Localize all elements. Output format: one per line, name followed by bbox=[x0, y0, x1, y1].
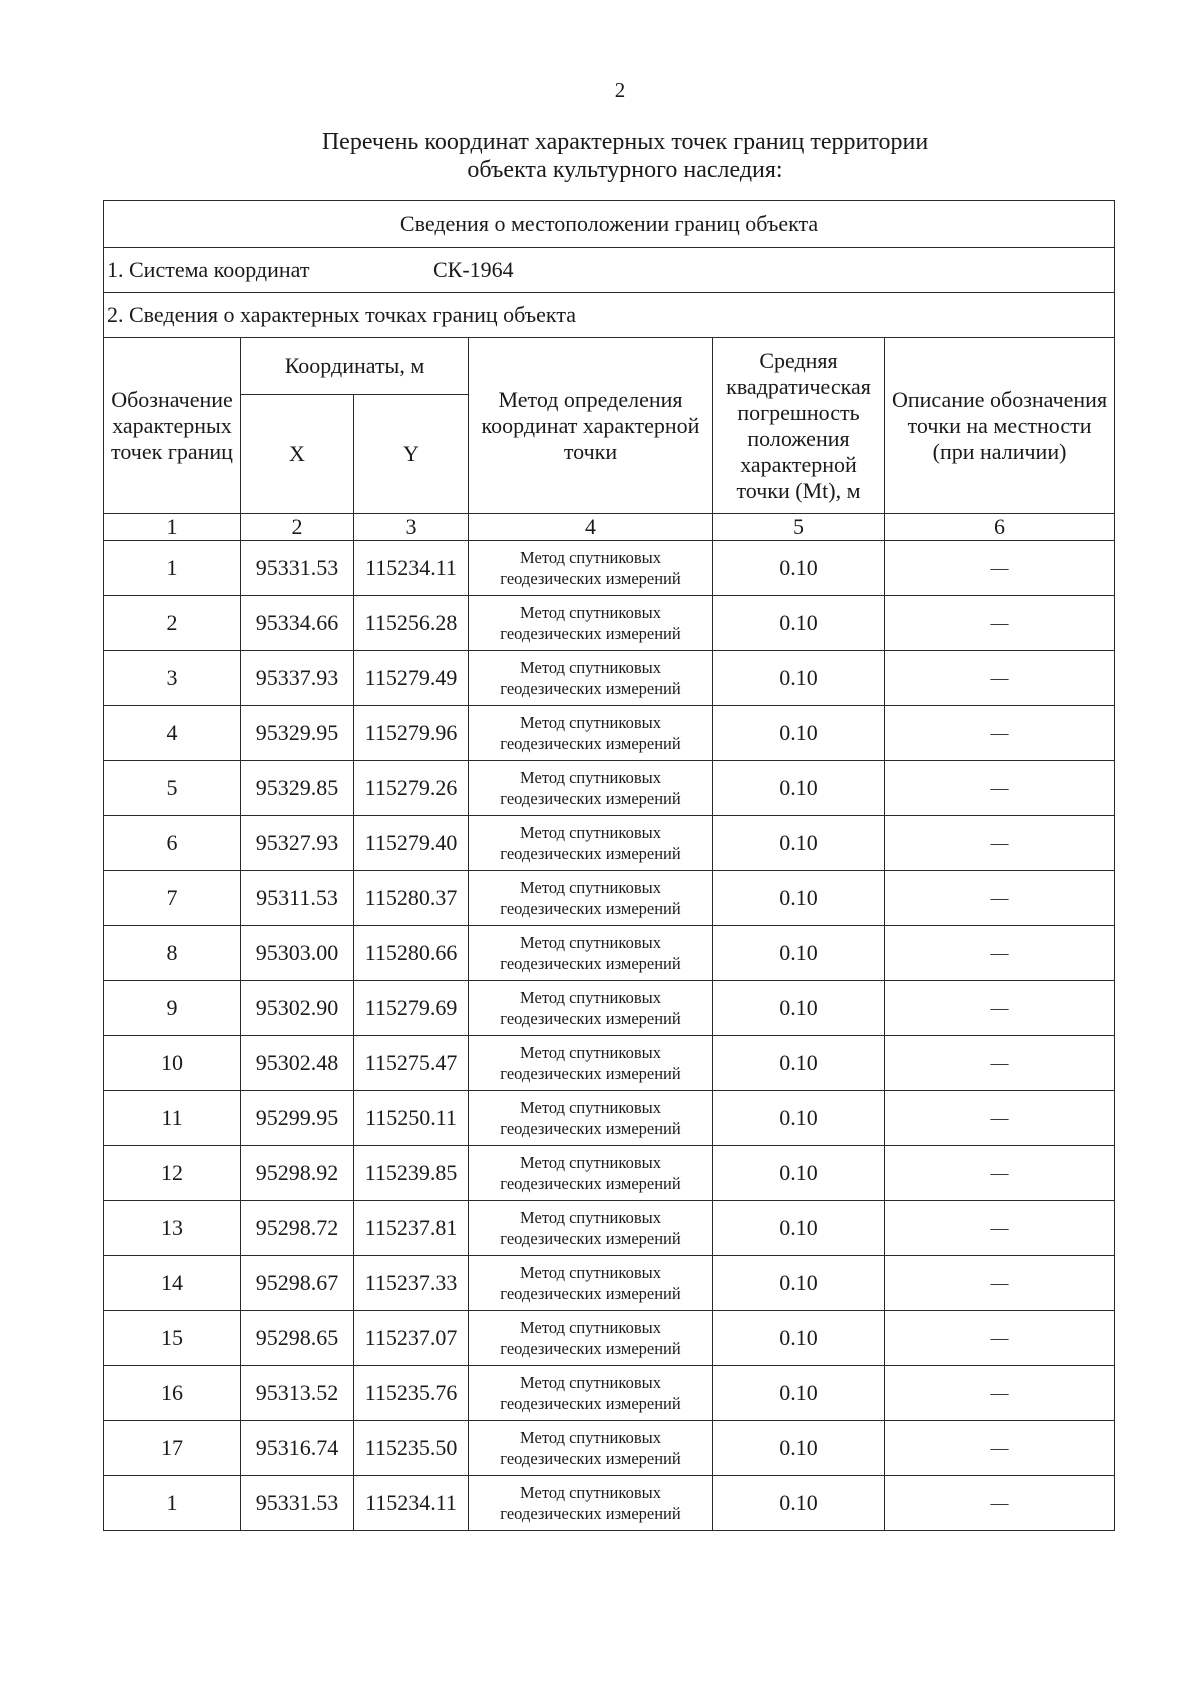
description-cell: — bbox=[885, 926, 1115, 981]
table-row bbox=[104, 1201, 1115, 1256]
y-coordinate-cell: 115235.50 bbox=[354, 1421, 469, 1476]
description-cell: — bbox=[885, 816, 1115, 871]
header-y: Y bbox=[354, 395, 469, 514]
y-coordinate-cell: 115237.07 bbox=[354, 1311, 469, 1366]
x-coordinate-cell: 95303.00 bbox=[241, 926, 354, 981]
table-row bbox=[104, 651, 1115, 706]
table-row bbox=[104, 1256, 1115, 1311]
y-coordinate-cell: 115279.49 bbox=[354, 651, 469, 706]
point-cell: 6 bbox=[104, 816, 241, 871]
method-cell: Метод спутниковых геодезических измерений bbox=[469, 1366, 713, 1421]
error-cell: 0.10 bbox=[713, 1201, 885, 1256]
error-cell: 0.10 bbox=[713, 1146, 885, 1201]
x-coordinate-cell: 95331.53 bbox=[241, 541, 354, 596]
description-cell: — bbox=[885, 651, 1115, 706]
description-cell: — bbox=[885, 761, 1115, 816]
y-coordinate-cell: 115237.81 bbox=[354, 1201, 469, 1256]
header-designation: Обозначение характерных точек границ bbox=[104, 338, 241, 514]
error-cell: 0.10 bbox=[713, 651, 885, 706]
point-cell: 3 bbox=[104, 651, 241, 706]
x-coordinate-cell: 95298.65 bbox=[241, 1311, 354, 1366]
description-cell: — bbox=[885, 1146, 1115, 1201]
column-number: 2 bbox=[241, 514, 354, 541]
error-cell: 0.10 bbox=[713, 816, 885, 871]
document-title bbox=[0, 128, 1200, 184]
error-cell: 0.10 bbox=[713, 761, 885, 816]
table-row bbox=[104, 1036, 1115, 1091]
y-coordinate-cell: 115250.11 bbox=[354, 1091, 469, 1146]
header-method: Метод определения координат характерной точки bbox=[469, 338, 713, 514]
title-line-1: Перечень координат характерных точек границ территории bbox=[321, 129, 929, 155]
method-cell: Метод спутниковых геодезических измерений bbox=[469, 871, 713, 926]
description-cell: — bbox=[885, 1201, 1115, 1256]
coordinate-system-label: 1. Система координат bbox=[107, 257, 310, 282]
point-cell: 4 bbox=[104, 706, 241, 761]
column-number: 4 bbox=[469, 514, 713, 541]
table-row bbox=[104, 1146, 1115, 1201]
x-coordinate-cell: 95298.67 bbox=[241, 1256, 354, 1311]
description-cell: — bbox=[885, 1036, 1115, 1091]
x-coordinate-cell: 95337.93 bbox=[241, 651, 354, 706]
description-cell: — bbox=[885, 1311, 1115, 1366]
description-cell: — bbox=[885, 981, 1115, 1036]
x-coordinate-cell: 95299.95 bbox=[241, 1091, 354, 1146]
description-cell: — bbox=[885, 596, 1115, 651]
point-cell: 13 bbox=[104, 1201, 241, 1256]
error-cell: 0.10 bbox=[713, 706, 885, 761]
error-cell: 0.10 bbox=[713, 871, 885, 926]
table-banner: Сведения о местоположении границ объекта bbox=[104, 201, 1115, 248]
point-cell: 17 bbox=[104, 1421, 241, 1476]
description-cell: — bbox=[885, 706, 1115, 761]
description-cell: — bbox=[885, 1091, 1115, 1146]
points-info-row: 2. Сведения о характерных точках границ объекта bbox=[104, 293, 1115, 338]
method-cell: Метод спутниковых геодезических измерений bbox=[469, 1201, 713, 1256]
column-number: 3 bbox=[354, 514, 469, 541]
method-cell: Метод спутниковых геодезических измерений bbox=[469, 1476, 713, 1531]
coordinate-system-row bbox=[104, 248, 1115, 293]
coordinate-system-value: СК-1964 bbox=[433, 257, 514, 282]
y-coordinate-cell: 115234.11 bbox=[354, 1476, 469, 1531]
method-cell: Метод спутниковых геодезических измерений bbox=[469, 651, 713, 706]
point-cell: 15 bbox=[104, 1311, 241, 1366]
table-row bbox=[104, 706, 1115, 761]
description-cell: — bbox=[885, 1476, 1115, 1531]
x-coordinate-cell: 95302.90 bbox=[241, 981, 354, 1036]
point-cell: 5 bbox=[104, 761, 241, 816]
method-cell: Метод спутниковых геодезических измерений bbox=[469, 541, 713, 596]
table-row bbox=[104, 1476, 1115, 1531]
y-coordinate-cell: 115235.76 bbox=[354, 1366, 469, 1421]
error-cell: 0.10 bbox=[713, 596, 885, 651]
point-cell: 9 bbox=[104, 981, 241, 1036]
error-cell: 0.10 bbox=[713, 1036, 885, 1091]
y-coordinate-cell: 115239.85 bbox=[354, 1146, 469, 1201]
point-cell: 11 bbox=[104, 1091, 241, 1146]
description-cell: — bbox=[885, 1256, 1115, 1311]
y-coordinate-cell: 115256.28 bbox=[354, 596, 469, 651]
method-cell: Метод спутниковых геодезических измерений bbox=[469, 1146, 713, 1201]
error-cell: 0.10 bbox=[713, 981, 885, 1036]
error-cell: 0.10 bbox=[713, 1476, 885, 1531]
y-coordinate-cell: 115234.11 bbox=[354, 541, 469, 596]
y-coordinate-cell: 115279.26 bbox=[354, 761, 469, 816]
method-cell: Метод спутниковых геодезических измерений bbox=[469, 1311, 713, 1366]
column-numbers-row bbox=[104, 514, 1115, 541]
column-number: 5 bbox=[713, 514, 885, 541]
column-number: 1 bbox=[104, 514, 241, 541]
table-row bbox=[104, 1366, 1115, 1421]
column-number: 6 bbox=[885, 514, 1115, 541]
method-cell: Метод спутниковых геодезических измерений bbox=[469, 706, 713, 761]
page-number: 2 bbox=[614, 78, 626, 102]
x-coordinate-cell: 95327.93 bbox=[241, 816, 354, 871]
error-cell: 0.10 bbox=[713, 1256, 885, 1311]
x-coordinate-cell: 95311.53 bbox=[241, 871, 354, 926]
x-coordinate-cell: 95313.52 bbox=[241, 1366, 354, 1421]
error-cell: 0.10 bbox=[713, 1311, 885, 1366]
y-coordinate-cell: 115275.47 bbox=[354, 1036, 469, 1091]
error-cell: 0.10 bbox=[713, 1421, 885, 1476]
table-row bbox=[104, 1091, 1115, 1146]
description-cell: — bbox=[885, 541, 1115, 596]
method-cell: Метод спутниковых геодезических измерений bbox=[469, 1036, 713, 1091]
error-cell: 0.10 bbox=[713, 541, 885, 596]
point-cell: 2 bbox=[104, 596, 241, 651]
x-coordinate-cell: 95298.72 bbox=[241, 1201, 354, 1256]
description-cell: — bbox=[885, 1421, 1115, 1476]
y-coordinate-cell: 115279.69 bbox=[354, 981, 469, 1036]
header-coordinates: Координаты, м bbox=[241, 338, 469, 395]
error-cell: 0.10 bbox=[713, 926, 885, 981]
point-cell: 14 bbox=[104, 1256, 241, 1311]
table-row bbox=[104, 1311, 1115, 1366]
y-coordinate-cell: 115280.66 bbox=[354, 926, 469, 981]
x-coordinate-cell: 95329.95 bbox=[241, 706, 354, 761]
table-row bbox=[104, 816, 1115, 871]
description-cell: — bbox=[885, 871, 1115, 926]
table-row bbox=[104, 926, 1115, 981]
y-coordinate-cell: 115237.33 bbox=[354, 1256, 469, 1311]
y-coordinate-cell: 115280.37 bbox=[354, 871, 469, 926]
method-cell: Метод спутниковых геодезических измерений bbox=[469, 981, 713, 1036]
header-error: Средняя квадратическая погрешность положения характерной точки (Mt), м bbox=[713, 338, 885, 514]
table-row bbox=[104, 871, 1115, 926]
method-cell: Метод спутниковых геодезических измерений bbox=[469, 761, 713, 816]
y-coordinate-cell: 115279.96 bbox=[354, 706, 469, 761]
method-cell: Метод спутниковых геодезических измерений bbox=[469, 1256, 713, 1311]
point-cell: 1 bbox=[104, 541, 241, 596]
method-cell: Метод спутниковых геодезических измерений bbox=[469, 926, 713, 981]
x-coordinate-cell: 95302.48 bbox=[241, 1036, 354, 1091]
method-cell: Метод спутниковых геодезических измерений bbox=[469, 596, 713, 651]
point-cell: 1 bbox=[104, 1476, 241, 1531]
header-description: Описание обозначения точки на местности (при наличии) bbox=[885, 338, 1115, 514]
x-coordinate-cell: 95316.74 bbox=[241, 1421, 354, 1476]
x-coordinate-cell: 95331.53 bbox=[241, 1476, 354, 1531]
point-cell: 8 bbox=[104, 926, 241, 981]
header-x: X bbox=[241, 395, 354, 514]
table-row bbox=[104, 981, 1115, 1036]
table-row bbox=[104, 761, 1115, 816]
method-cell: Метод спутниковых геодезических измерений bbox=[469, 1091, 713, 1146]
y-coordinate-cell: 115279.40 bbox=[354, 816, 469, 871]
method-cell: Метод спутниковых геодезических измерений bbox=[469, 1421, 713, 1476]
error-cell: 0.10 bbox=[713, 1091, 885, 1146]
point-cell: 16 bbox=[104, 1366, 241, 1421]
table-row bbox=[104, 596, 1115, 651]
title-line-2: объекта культурного наследия: bbox=[467, 157, 783, 183]
table-row bbox=[104, 1421, 1115, 1476]
x-coordinate-cell: 95298.92 bbox=[241, 1146, 354, 1201]
point-cell: 7 bbox=[104, 871, 241, 926]
description-cell: — bbox=[885, 1366, 1115, 1421]
table-row bbox=[104, 541, 1115, 596]
error-cell: 0.10 bbox=[713, 1366, 885, 1421]
x-coordinate-cell: 95334.66 bbox=[241, 596, 354, 651]
coordinates-table bbox=[103, 200, 1115, 1531]
x-coordinate-cell: 95329.85 bbox=[241, 761, 354, 816]
method-cell: Метод спутниковых геодезических измерений bbox=[469, 816, 713, 871]
point-cell: 10 bbox=[104, 1036, 241, 1091]
point-cell: 12 bbox=[104, 1146, 241, 1201]
